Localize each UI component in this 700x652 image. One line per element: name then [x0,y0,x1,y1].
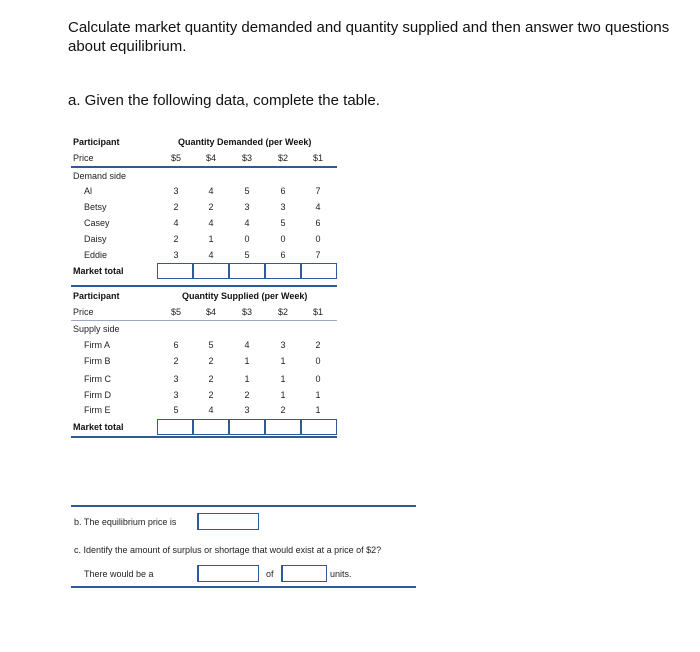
table-row-name: Betsy [84,202,107,212]
demand-price: $2 [277,153,288,163]
cell-value: 3 [244,202,250,212]
cell-value: 1 [244,356,250,366]
supply-table-bottom-rule [71,436,337,438]
demand-side-label: Demand side [73,171,127,181]
supply-price: $3 [241,307,252,317]
part-c-prefix: There would be a [84,569,154,579]
cell-value: 4 [244,218,250,228]
units-amount-input[interactable] [281,565,327,582]
cell-value: 5 [208,340,214,350]
supply-total-input-4[interactable] [193,419,229,435]
equilibrium-price-input[interactable] [197,513,259,530]
demand-price: $1 [312,153,323,163]
supply-header-divider [71,320,337,321]
supply-total-input-3[interactable] [229,419,265,435]
demand-header-divider [71,166,337,168]
demand-header: Quantity Demanded (per Week) [178,137,312,147]
cell-value: 1 [315,405,321,415]
table-row-name: Firm E [84,405,111,415]
cell-value: 5 [280,218,286,228]
table-row-name: Firm D [84,390,111,400]
cell-value: 2 [173,356,179,366]
table-row-name: Eddie [84,250,108,260]
supply-total-input-2[interactable] [265,419,301,435]
surplus-shortage-select[interactable] [197,565,259,582]
cell-value: 4 [244,340,250,350]
table-row-name: Al [84,186,93,196]
cell-value: 2 [208,356,214,366]
cell-value: 3 [280,202,286,212]
demand-total-input-3[interactable] [229,263,265,279]
demand-price: $3 [241,153,252,163]
supply-total-input-1[interactable] [301,419,337,435]
part-c-label: c. Identify the amount of surplus or shortage that would exist at a price of $2? [74,545,382,555]
cell-value: 2 [208,374,214,384]
cell-value: 3 [173,374,179,384]
supply-side-label: Supply side [73,324,120,334]
table-row-name: Firm B [84,356,111,366]
cell-value: 2 [244,390,250,400]
part-c-of: of [266,569,274,579]
part-b-label: b. The equilibrium price is [74,517,177,527]
cell-value: 5 [173,405,179,415]
supply-price: $2 [277,307,288,317]
table-row-name: Firm A [84,340,110,350]
demand-total-input-1[interactable] [301,263,337,279]
cell-value: 4 [173,218,179,228]
demand-market-total-inputs [157,263,337,279]
parts-bottom-rule [71,586,416,588]
demand-price: $5 [170,153,181,163]
supply-price-label: Price [73,307,94,317]
table-row-name: Casey [84,218,110,228]
cell-value: 6 [280,250,286,260]
cell-value: 1 [244,374,250,384]
cell-value: 0 [280,234,286,244]
demand-market-total-label: Market total [73,266,124,276]
cell-value: 4 [208,186,214,196]
cell-value: 2 [208,202,214,212]
table-row-name: Daisy [84,234,107,244]
demand-table-bottom-rule [71,285,337,287]
demand-total-input-2[interactable] [265,263,301,279]
cell-value: 6 [173,340,179,350]
demand-price: $4 [205,153,216,163]
supply-price: $1 [312,307,323,317]
cell-value: 1 [208,234,214,244]
cell-value: 3 [173,186,179,196]
demand-total-input-4[interactable] [193,263,229,279]
cell-value: 5 [244,250,250,260]
cell-value: 3 [173,390,179,400]
cell-value: 2 [173,202,179,212]
supply-price: $4 [205,307,216,317]
supply-price: $5 [170,307,181,317]
cell-value: 2 [315,340,321,350]
cell-value: 7 [315,186,321,196]
cell-value: 4 [208,218,214,228]
cell-value: 4 [208,405,214,415]
cell-value: 0 [315,374,321,384]
cell-value: 0 [244,234,250,244]
cell-value: 3 [173,250,179,260]
supply-market-total-inputs [157,419,337,435]
cell-value: 5 [244,186,250,196]
demand-total-input-5[interactable] [157,263,193,279]
cell-value: 0 [315,234,321,244]
part-a-instruction: a. Given the following data, complete the table. [68,92,380,109]
cell-value: 6 [315,218,321,228]
cell-value: 1 [280,356,286,366]
demand-price-label: Price [73,153,94,163]
supply-market-total-label: Market total [73,422,124,432]
parts-top-rule [71,505,416,507]
cell-value: 6 [280,186,286,196]
cell-value: 3 [280,340,286,350]
cell-value: 1 [315,390,321,400]
supply-total-input-5[interactable] [157,419,193,435]
part-c-units: units. [330,569,352,579]
cell-value: 2 [280,405,286,415]
cell-value: 2 [173,234,179,244]
cell-value: 4 [208,250,214,260]
cell-value: 7 [315,250,321,260]
cell-value: 1 [280,374,286,384]
cell-value: 0 [315,356,321,366]
cell-value: 3 [244,405,250,415]
question-intro: Calculate market quantity demanded and quantity supplied and then answer two questions about equilibrium. [68,19,670,55]
cell-value: 1 [280,390,286,400]
cell-value: 2 [208,390,214,400]
table-row-name: Firm C [84,374,111,384]
cell-value: 4 [315,202,321,212]
supply-participant-label: Participant [73,291,120,301]
supply-header: Quantity Supplied (per Week) [182,291,308,301]
demand-participant-label: Participant [73,137,120,147]
